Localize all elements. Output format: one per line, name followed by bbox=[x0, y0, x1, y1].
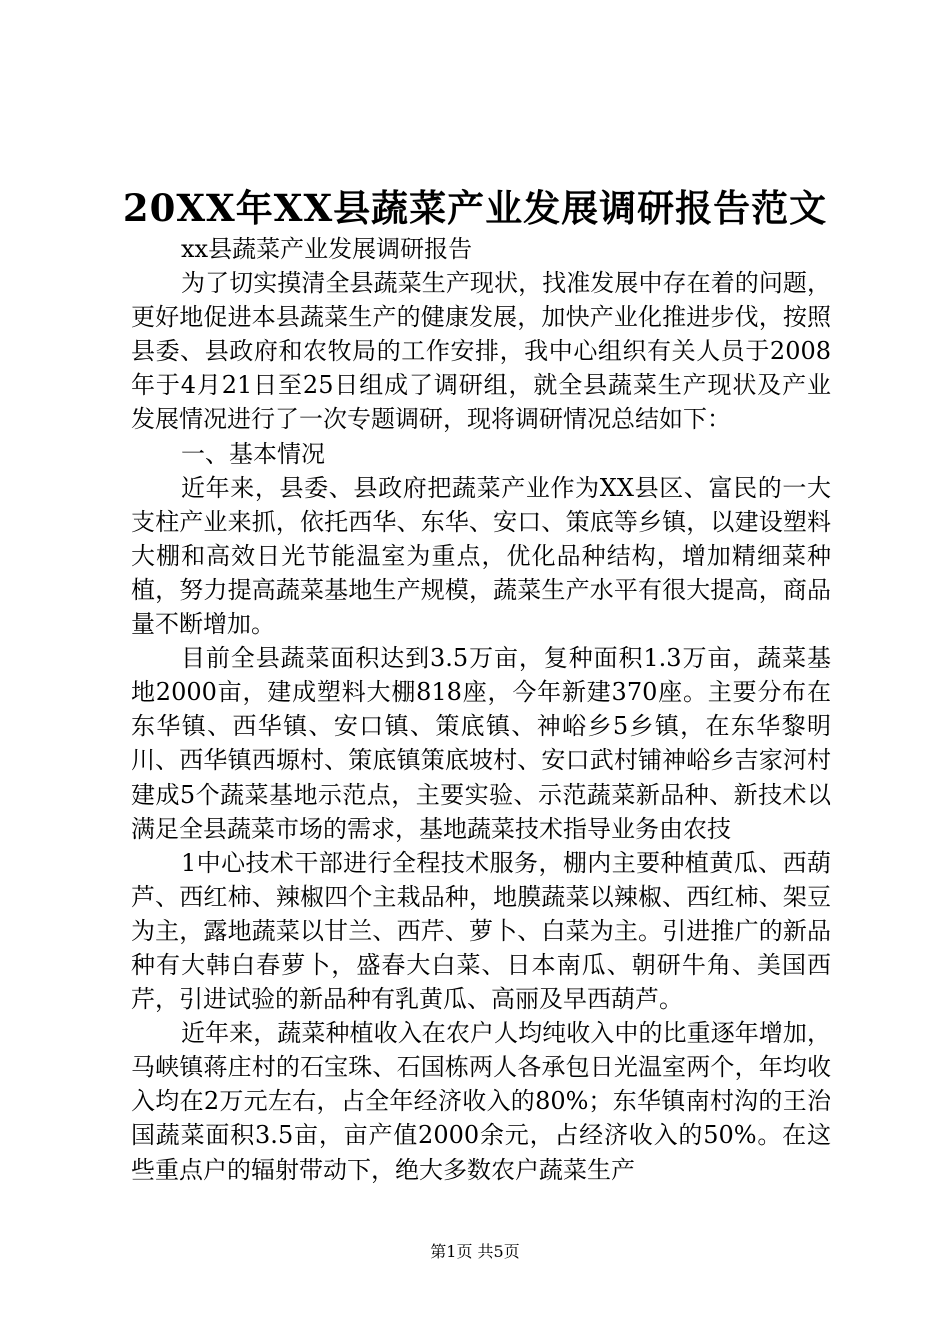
document-body bbox=[131, 232, 831, 1187]
paragraph-current-area: 目前全县蔬菜面积达到3.5万亩，复种面积1.3万亩，蔬菜基地2000亩，建成塑料大棚818座，今年新建370座。主要分布在东华镇、西华镇、安口镇、策底镇、神峪乡5乡镇，在东华黎明川、西华镇西塬村、策底镇策底坡村、安口武村铺神峪乡吉家河村建成5个蔬菜基地示范点，主要实验、示范蔬菜新品种、新技术以满足全县蔬菜市场的需求，基地蔬菜技术指导业务由农技 bbox=[131, 644, 831, 843]
section-heading-basic-situation: 一、基本情况 bbox=[181, 439, 325, 468]
paragraph-technical-service: 1中心技术干部进行全程技术服务，棚内主要种植黄瓜、西葫芦、西红柿、辣椒四个主栽品种，地膜蔬菜以辣椒、西红柿、架豆为主，露地蔬菜以甘兰、西芹、萝卜、白菜为主。引进推广的新品种有大韩白春萝卜，盛春大白菜、日本南瓜、朝研牛角、美国西芹，引进试验的新品种有乳黄瓜、高丽及早西葫芦。 bbox=[131, 848, 831, 1014]
page-footer: 第1页 共5页 bbox=[430, 1242, 520, 1261]
paragraph-intro: 为了切实摸清全县蔬菜生产现状，找准发展中存在着的问题，更好地促进本县蔬菜生产的健康发展，加快产业化推进步伐，按照县委、县政府和农牧局的工作安排，我中心组织有关人员于2008年于4月21日至25日组成了调研组，就全县蔬菜生产现状及产业发展情况进行了一次专题调研，现将调研情况总结如下： bbox=[131, 269, 831, 434]
page-title: 20XX年XX县蔬菜产业发展调研报告范文 bbox=[122, 186, 828, 230]
paragraph-income: 近年来，蔬菜种植收入在农户人均纯收入中的比重逐年增加，马峡镇蒋庄村的石宝珠、石国栋两人各承包日光温室两个，年均收入均在2万元左右，占全年经济收入的80%；东华镇南村沟的王治国蔬菜面积3.5亩，亩产值2000余元，占经济收入的50%。在这些重点户的辐射带动下，绝大多数农户蔬菜生产 bbox=[131, 1019, 831, 1184]
report-subtitle: xx县蔬菜产业发展调研报告 bbox=[181, 235, 473, 263]
paragraph-recent-years: 近年来，县委、县政府把蔬菜产业作为XX县区、富民的一大支柱产业来抓，依托西华、东华、安口、策底等乡镇，以建设塑料大棚和高效日光节能温室为重点，优化品种结构，增加精细菜种植，努力提高蔬菜基地生产规模，蔬菜生产水平有很大提高，商品量不断增加。 bbox=[131, 473, 831, 639]
